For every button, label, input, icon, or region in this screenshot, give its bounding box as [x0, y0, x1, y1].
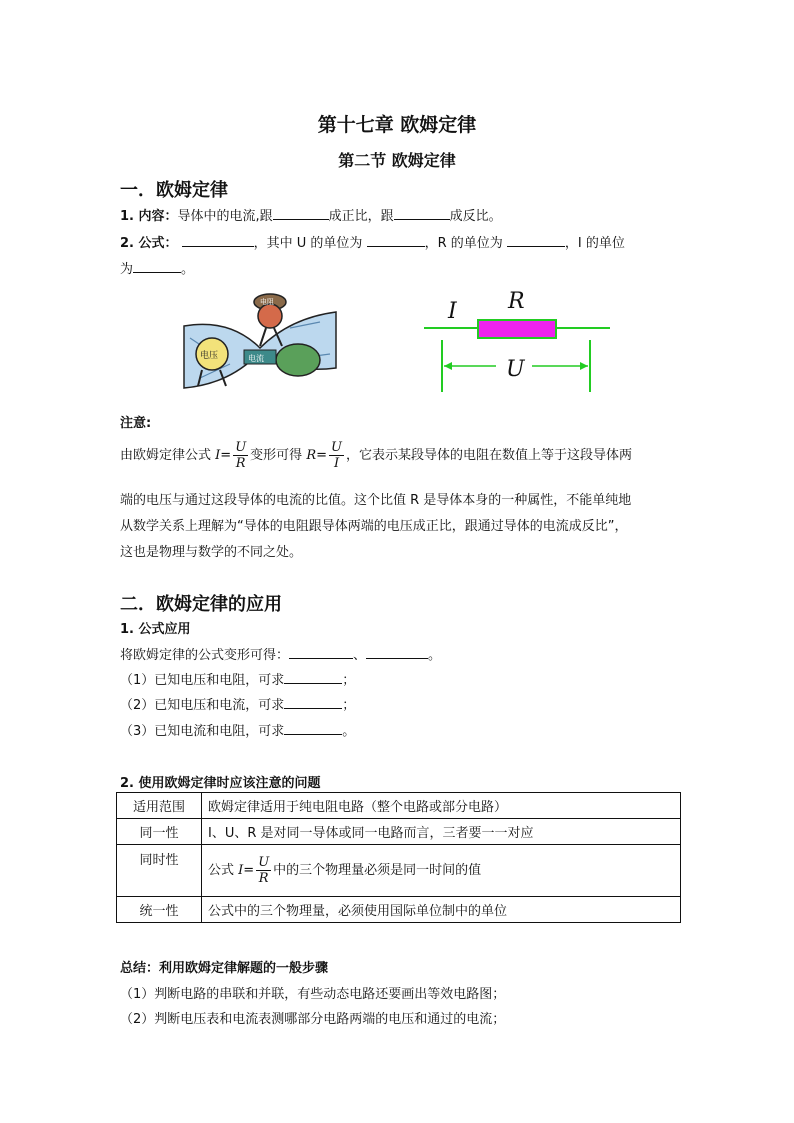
blank-field[interactable]	[133, 260, 181, 273]
note-line1: 由欧姆定律公式 I= $\frac{U}{R}$ 变形可得 R= $\frac{U}{I}$ ，它表示某段导体的电阻在数值上等于这段导体两	[120, 440, 633, 471]
section-title: 第二节 欧姆定律	[338, 151, 456, 170]
table-row	[117, 845, 681, 897]
resistance-label: 电阻	[260, 298, 274, 306]
ohm-cartoon-illustration	[180, 288, 340, 394]
note-label: 注意:	[120, 416, 152, 431]
chapter-title: 第十七章 欧姆定律	[317, 114, 477, 136]
table-head: 统一性	[117, 897, 202, 923]
item1: （1）已知电压和电阻，可求 ；	[120, 673, 356, 688]
blank-field[interactable]	[182, 234, 254, 247]
note-line3: 从数学关系上理解为“导体的电阻跟导体两端的电压成正比，跟通过导体的电流成反比”，	[120, 519, 628, 534]
item3: （3）已知电流和电阻，可求 。	[120, 724, 356, 739]
blank-field[interactable]	[366, 646, 428, 659]
part2-sub1: 1. 公式应用	[120, 622, 191, 637]
formula-line: 2. 公式： ，其中 U 的单位为 ，R 的单位为 ，I 的单位	[120, 236, 625, 251]
table-row	[117, 793, 681, 819]
summary-step1: （1）判断电路的串联和并联，有些动态电路还要画出等效电路图；	[120, 987, 506, 1002]
blank-field[interactable]	[507, 234, 565, 247]
note-line2: 端的电压与通过这段导体的电流的比值。这个比值 R 是导体本身的一种属性，不能单纯地	[120, 493, 632, 508]
blank-field[interactable]	[273, 207, 329, 220]
ohm-law-notes-table	[116, 792, 681, 923]
part2-sub2: 2. 使用欧姆定律时应该注意的问题	[120, 776, 321, 791]
table-cell: 欧姆定律适用于纯电阻电路（整个电路或部分电路）	[202, 793, 681, 819]
resistance-symbol: R	[508, 289, 525, 314]
resistor-circuit-diagram	[420, 284, 620, 396]
blank-field[interactable]	[289, 646, 353, 659]
blank-field[interactable]	[367, 234, 425, 247]
part2-heading: 二．欧姆定律的应用	[120, 594, 282, 615]
table-row	[117, 819, 681, 845]
current-label: 电流	[248, 354, 264, 363]
table-head: 同时性	[117, 845, 202, 897]
voltage-symbol: U	[506, 357, 525, 382]
summary-step2: （2）判断电压表和电流表测哪部分电路两端的电压和通过的电流；	[120, 1012, 506, 1027]
blank-field[interactable]	[284, 671, 342, 684]
table-head: 同一性	[117, 819, 202, 845]
table-row	[117, 897, 681, 923]
content-line: 1. 内容：导体中的电流,跟 成正比，跟 成反比。	[120, 209, 502, 224]
blank-field[interactable]	[284, 696, 342, 709]
blank-field[interactable]	[284, 722, 342, 735]
current-symbol: I	[448, 299, 457, 324]
blank-field[interactable]	[394, 207, 450, 220]
table-cell: I、U、R 是对同一导体或同一电路而言，三者要一一对应	[202, 819, 681, 845]
table-head: 适用范围	[117, 793, 202, 819]
item2: （2）已知电压和电流，可求 ；	[120, 698, 356, 713]
summary-label: 总结：利用欧姆定律解题的一般步骤	[120, 961, 329, 976]
part1-heading: 一．欧姆定律	[120, 180, 228, 201]
formula-transform-line: 将欧姆定律的公式变形可得： 、 。	[120, 648, 442, 663]
note-line4: 这也是物理与数学的不同之处。	[120, 545, 303, 560]
table-cell: 公式中的三个物理量，必须使用国际单位制中的单位	[202, 897, 681, 923]
resistor-symbol	[478, 320, 556, 338]
formula-line2: 为 。	[120, 262, 195, 277]
table-cell: 公式 I= $\frac{U}{R}$ 中的三个物理量必须是同一时间的值	[202, 845, 681, 897]
voltage-label: 电压	[200, 351, 219, 361]
